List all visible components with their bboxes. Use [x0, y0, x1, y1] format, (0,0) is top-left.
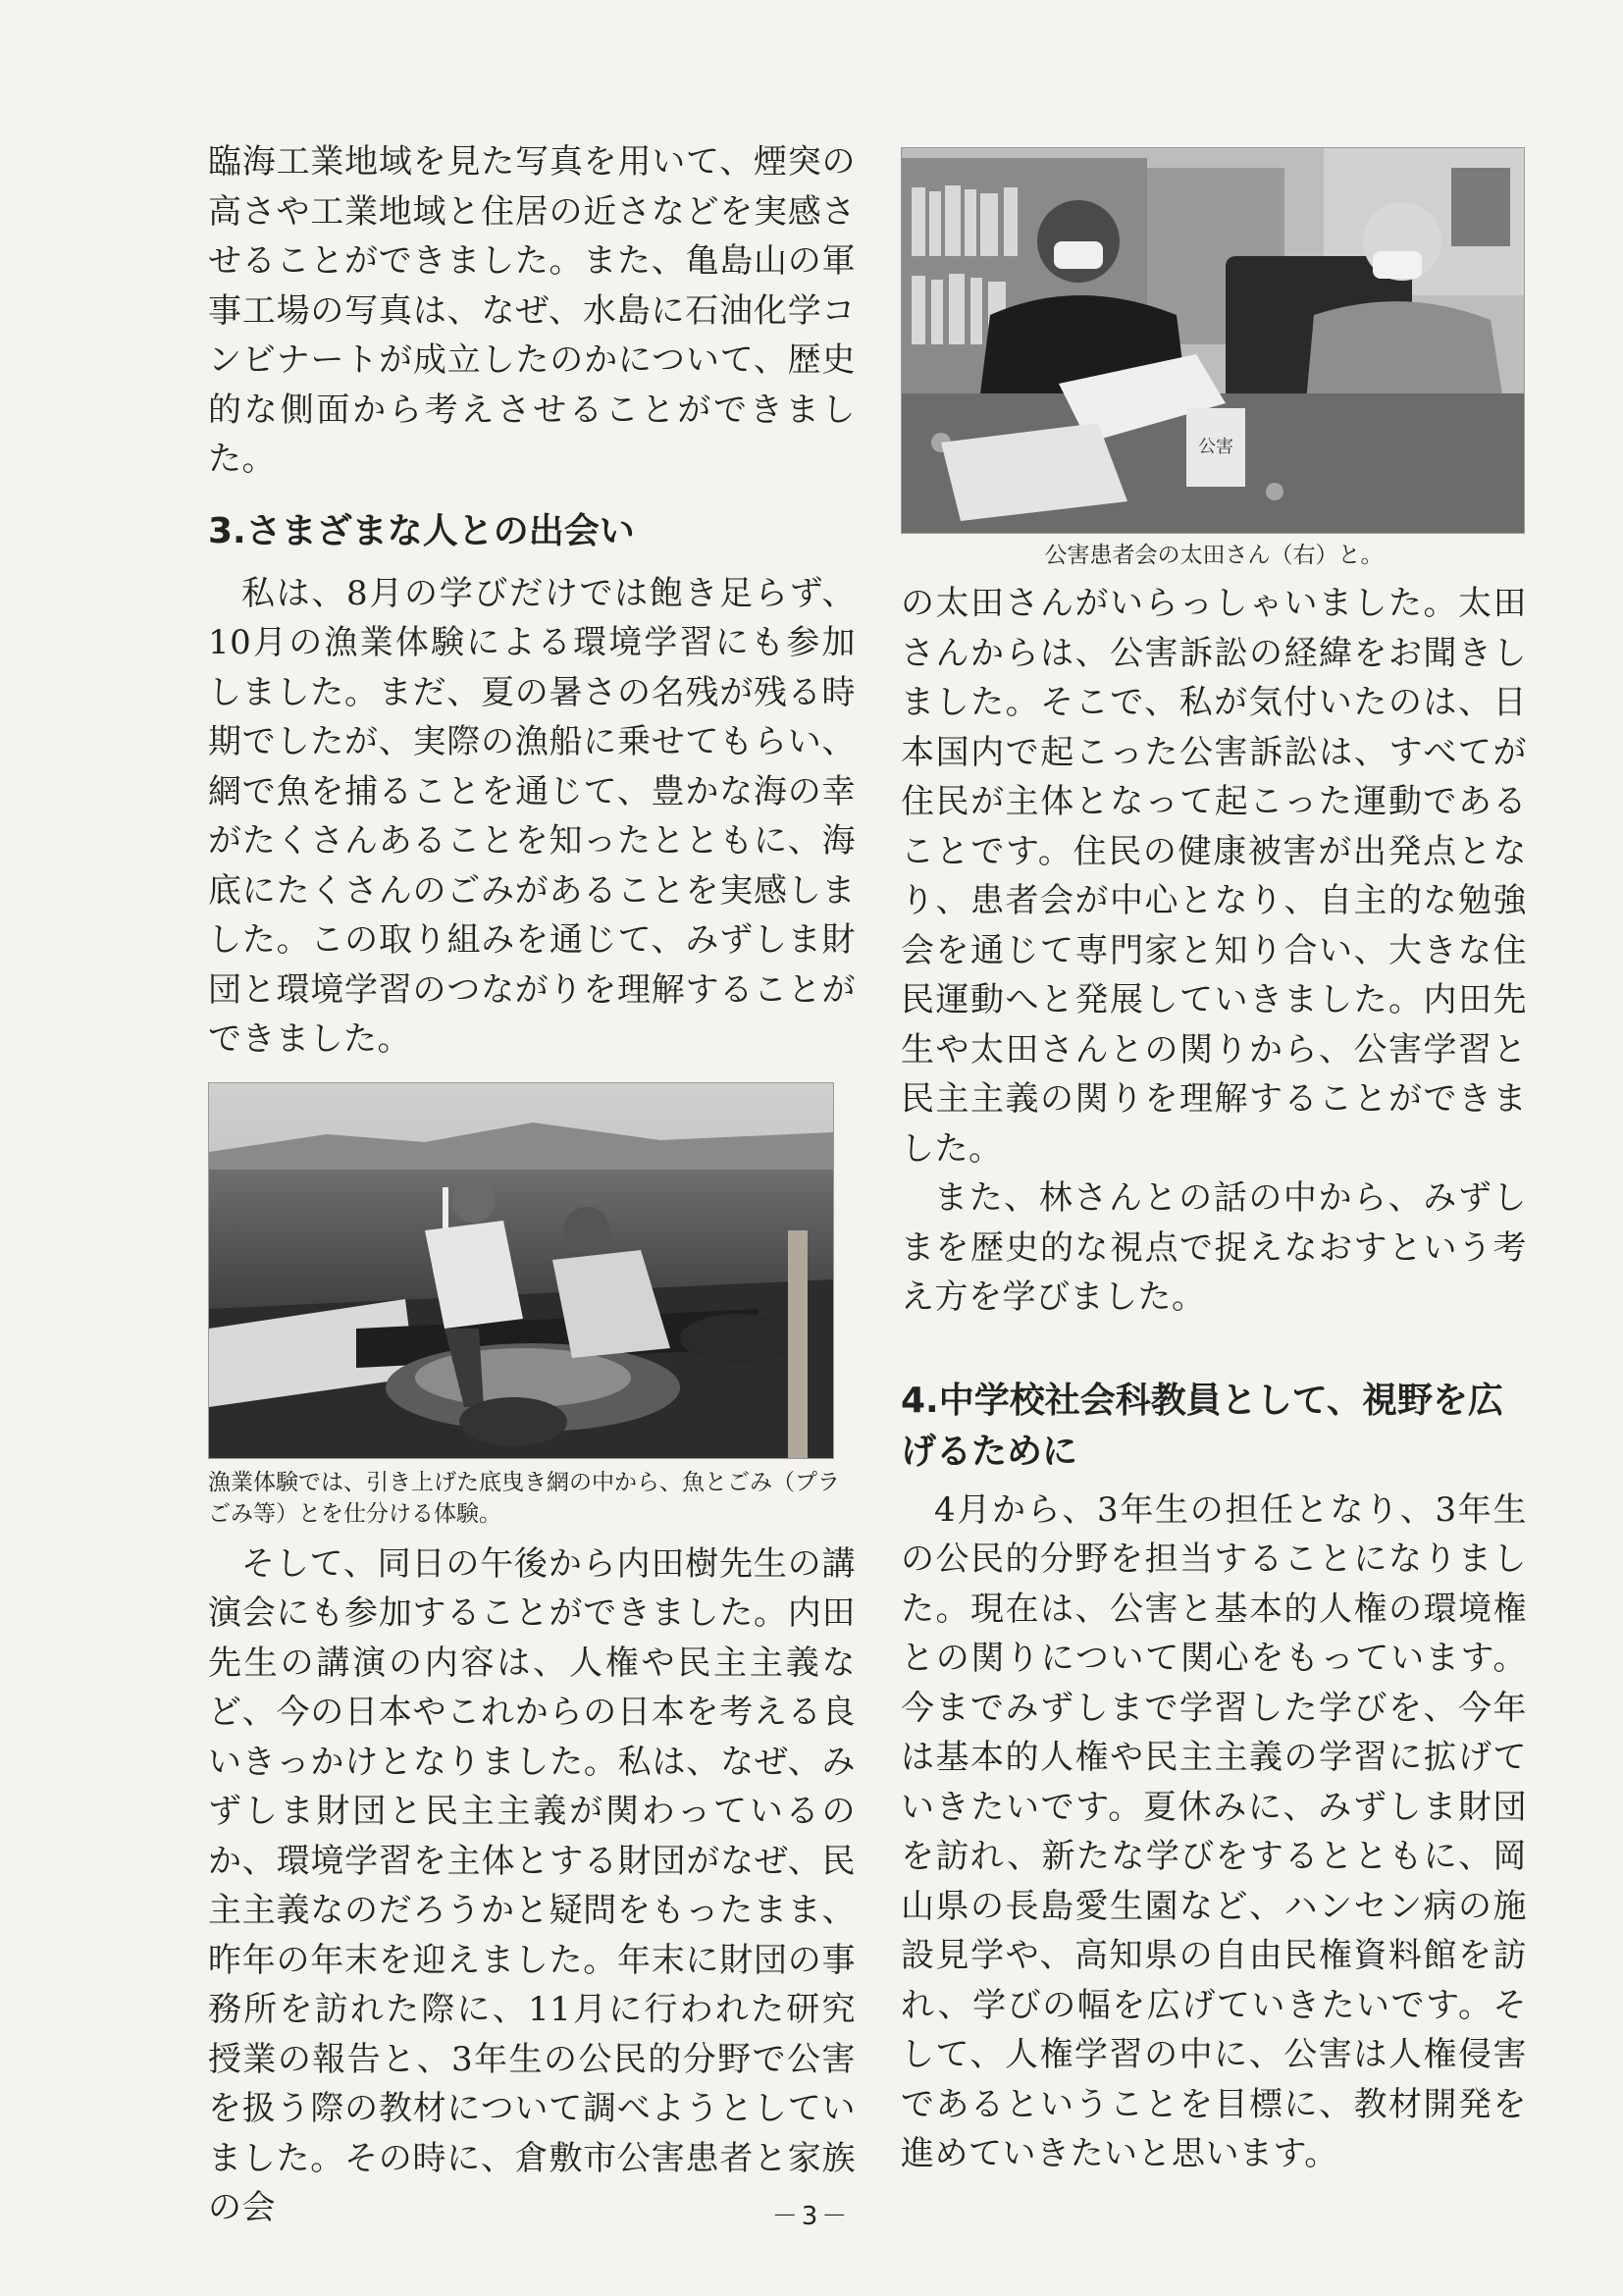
section3-paragraph-4: また、林さんとの話の中から、みずしまを歴史的な視点で捉えなおすという考え方を学びました。 [901, 1178, 1527, 1317]
right-column [901, 147, 1527, 2179]
fishing-photo-figure [208, 1082, 856, 1530]
fishing-photo-image [209, 1083, 833, 1458]
fishing-photo [208, 1082, 834, 1459]
intro-paragraph: 臨海工業地域を見た写真を用いて、煙突の高さや工業地域と住居の近さなどを実感させることができました。また、亀島山の軍事工場の写真は、なぜ、水島に石油化学コンビナートが成立したのかについて、歴史的な側面から考えさせることができました。 [208, 142, 856, 479]
section3-paragraph-1: 私は、8月の学びだけでは飽き足らず、10月の漁業体験による環境学習にも参加しました。まだ、夏の暑さの名残が残る時期でしたが、実際の漁船に乗せてもらい、網で魚を捕ることを通じて、豊かな海の幸がたくさんあることを知ったとともに、海底にたくさんのごみがあることを実感しました。この取り組みを通じて、みずしま財団と環境学習のつながりを理解することができました。 [208, 573, 856, 1059]
meeting-photo-image [902, 148, 1524, 533]
fishing-photo-caption: 漁業体験では、引き上げた底曳き網の中から、魚とごみ（プラごみ等）とを仕分ける体験。 [208, 1469, 840, 1527]
section4-paragraph-1: 4月から、3年生の担任となり、3年生の公民的分野を担当することになりました。現在は、公害と基本的人権の環境権との関りについて関心をもっています。今までみずしまで学習した学びを、今年は基本的人権や民主主義の学習に拡げていきたいです。夏休みに、みずしま財団を訪れ、新たな学びをするとともに、岡山県の長島愛生園など、ハンセン病の施設見学や、高知県の自由民権資料館を訪れ、学びの幅を広げていきたいです。そして、人権学習の中に、公害は人権侵害であるということを目標に、教材開発を進めていきたいと思います。 [901, 1489, 1527, 2173]
section4-heading: 4.中学校社会科教員として、視野を広げるために [901, 1380, 1504, 1472]
meeting-photo [901, 147, 1525, 534]
left-column [208, 137, 856, 2233]
meeting-photo-figure [901, 147, 1527, 571]
page-number: －3－ [771, 2202, 852, 2231]
section3-paragraph-3: の太田さんがいらっしゃいました。太田さんからは、公害訴訟の経緯をお聞きしました。そこで、私が気付いたのは、日本国内で起こった公害訴訟は、すべてが住民が主体となって起こった運動であることです。住民の健康被害が出発点となり、患者会が中心となり、自主的な勉強会を通じて専門家と知り合い、大きな住民運動へと発展していきました。内田先生や太田さんとの関りから、公害学習と民主主義の関りを理解することができました。 [901, 584, 1527, 1169]
section3-paragraph-2: そして、同日の午後から内田樹先生の講演会にも参加することができました。内田先生の講演の内容は、人権や民主主義など、今の日本やこれからの日本を考える良いきっかけとなりました。私は、なぜ、みずしま財団と民主主義が関わっているのか、環境学習を主体とする財団がなぜ、民主主義なのだろうかと疑問をもったまま、昨年の年末を迎えました。年末に財団の事務所を訪れた際に、11月に行われた研究授業の報告と、3年生の公民的分野で公害を扱う際の教材について調べようとしていました。その時に、倉敷市公害患者と家族の会 [208, 1543, 856, 2227]
meeting-photo-sign-text: 公害 [1198, 437, 1233, 457]
meeting-photo-caption: 公害患者会の太田さん（右）と。 [1044, 543, 1384, 568]
section3-heading: 3.さまざまな人との出会い [208, 510, 635, 551]
